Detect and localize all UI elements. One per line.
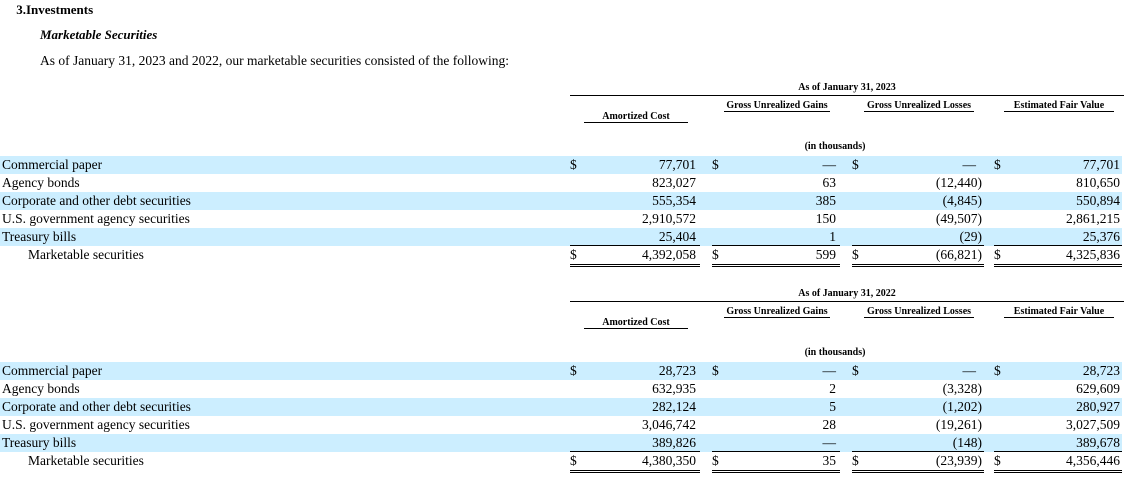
amortized-cost-value: 2,910,572: [642, 211, 696, 226]
gains-value: 2: [829, 381, 836, 396]
col-amortized-cost: Amortized Cost: [584, 111, 688, 123]
amortized-cost-value: 555,354: [652, 193, 696, 208]
col-estimated-fair-value: Estimated Fair Value: [1004, 100, 1114, 112]
fair-value-total: 4,325,836: [1066, 247, 1120, 262]
total-double-rule: [570, 470, 700, 473]
currency-symbol: $: [852, 247, 859, 262]
amortized-cost-total: 4,380,350: [642, 453, 696, 468]
gains-value: 63: [822, 175, 836, 190]
row-label: Corporate and other debt securities: [2, 399, 191, 414]
period-header: As of January 31, 2022: [798, 288, 896, 299]
row-label: U.S. government agency securities: [2, 417, 190, 432]
amortized-cost-value: 823,027: [652, 175, 696, 190]
section-title: Investments: [26, 2, 94, 17]
total-label: Marketable securities: [28, 453, 144, 468]
row-label: Treasury bills: [2, 435, 77, 450]
table-row: [0, 416, 1122, 434]
currency-symbol: $: [712, 453, 719, 468]
losses-value: (148): [952, 435, 982, 450]
period-header: As of January 31, 2023: [798, 82, 896, 93]
currency-symbol: $: [994, 157, 1001, 172]
currency-symbol: $: [852, 453, 859, 468]
section-number: 3.: [16, 2, 26, 17]
total-double-rule: [712, 264, 840, 267]
row-label: U.S. government agency securities: [2, 211, 190, 226]
gains-value: —: [822, 157, 836, 172]
gains-value: —: [822, 363, 836, 378]
table-row: [0, 192, 1122, 210]
currency-symbol: $: [570, 453, 577, 468]
amortized-cost-value: 282,124: [652, 399, 696, 414]
table-row: [0, 362, 1122, 380]
fair-value-value: 629,609: [1076, 381, 1120, 396]
amortized-cost-value: 632,935: [652, 381, 696, 396]
fair-value-value: 389,678: [1076, 435, 1120, 450]
row-label: Agency bonds: [2, 381, 80, 396]
total-double-rule: [852, 470, 984, 473]
amortized-cost-value: 25,404: [658, 229, 696, 244]
fair-value-value: 28,723: [1082, 363, 1120, 378]
gains-value: 5: [829, 399, 836, 414]
row-label: Agency bonds: [2, 175, 80, 190]
total-double-rule: [994, 470, 1122, 473]
units-label: (in thousands): [804, 347, 866, 358]
table-row: [0, 210, 1122, 228]
intro-paragraph: As of January 31, 2023 and 2022, our marketable securities consisted of the following:: [40, 53, 510, 68]
losses-value: (49,507): [935, 211, 982, 226]
amortized-cost-value: 77,701: [658, 157, 696, 172]
col-gross-unrealized-losses: Gross Unrealized Losses: [864, 100, 974, 112]
currency-symbol: $: [994, 247, 1001, 262]
amortized-cost-value: 389,826: [652, 435, 696, 450]
table-row: [0, 228, 1122, 246]
col-amortized-cost: Amortized Cost: [584, 317, 688, 329]
total-double-rule: [852, 264, 984, 267]
col-gross-unrealized-gains: Gross Unrealized Gains: [724, 100, 830, 112]
currency-symbol: $: [712, 247, 719, 262]
losses-value: (4,845): [942, 193, 982, 208]
row-label: Treasury bills: [2, 229, 77, 244]
currency-symbol: $: [712, 363, 719, 378]
fair-value-value: 77,701: [1082, 157, 1120, 172]
units-label: (in thousands): [804, 141, 866, 152]
gains-value: 28: [822, 417, 836, 432]
fair-value-value: 2,861,215: [1066, 211, 1120, 226]
period-rule: [570, 301, 1124, 302]
losses-value: (29): [959, 229, 982, 244]
row-label: Commercial paper: [2, 363, 103, 378]
fair-value-value: 810,650: [1076, 175, 1120, 190]
total-double-rule: [712, 470, 840, 473]
table-row: [0, 380, 1122, 398]
row-label: Commercial paper: [2, 157, 103, 172]
amortized-cost-value: 3,046,742: [642, 417, 696, 432]
gains-value: —: [822, 435, 836, 450]
table-row: [0, 156, 1122, 174]
fair-value-value: 25,376: [1082, 229, 1120, 244]
section-heading: [2, 2, 93, 18]
total-row: [0, 452, 1122, 470]
currency-symbol: $: [570, 157, 577, 172]
table-row: [0, 434, 1122, 452]
currency-symbol: $: [852, 157, 859, 172]
table-row: [0, 398, 1122, 416]
total-label: Marketable securities: [28, 247, 144, 262]
col-gross-unrealized-gains: Gross Unrealized Gains: [724, 306, 830, 318]
col-gross-unrealized-losses: Gross Unrealized Losses: [864, 306, 974, 318]
losses-value: (1,202): [942, 399, 982, 414]
fair-value-value: 550,894: [1076, 193, 1120, 208]
currency-symbol: $: [852, 363, 859, 378]
losses-value: —: [962, 363, 976, 378]
losses-total: (66,821): [935, 247, 982, 262]
losses-value: (12,440): [935, 175, 982, 190]
total-row: [0, 246, 1122, 264]
subsection-title: Marketable Securities: [40, 27, 158, 42]
gains-total: 599: [815, 247, 836, 262]
currency-symbol: $: [994, 453, 1001, 468]
currency-symbol: $: [994, 363, 1001, 378]
fair-value-value: 280,927: [1076, 399, 1120, 414]
currency-symbol: $: [570, 363, 577, 378]
gains-value: 385: [815, 193, 836, 208]
losses-value: (3,328): [942, 381, 982, 396]
losses-value: —: [962, 157, 976, 172]
currency-symbol: $: [712, 157, 719, 172]
losses-total: (23,939): [935, 453, 982, 468]
currency-symbol: $: [570, 247, 577, 262]
period-rule: [570, 95, 1124, 96]
losses-value: (19,261): [935, 417, 982, 432]
gains-value: 150: [815, 211, 836, 226]
fair-value-total: 4,356,446: [1066, 453, 1120, 468]
gains-total: 35: [822, 453, 836, 468]
col-estimated-fair-value: Estimated Fair Value: [1004, 306, 1114, 318]
total-double-rule: [994, 264, 1122, 267]
gains-value: 1: [829, 229, 836, 244]
total-double-rule: [570, 264, 700, 267]
fair-value-value: 3,027,509: [1066, 417, 1120, 432]
table-row: [0, 174, 1122, 192]
amortized-cost-value: 28,723: [658, 363, 696, 378]
row-label: Corporate and other debt securities: [2, 193, 191, 208]
amortized-cost-total: 4,392,058: [642, 247, 696, 262]
